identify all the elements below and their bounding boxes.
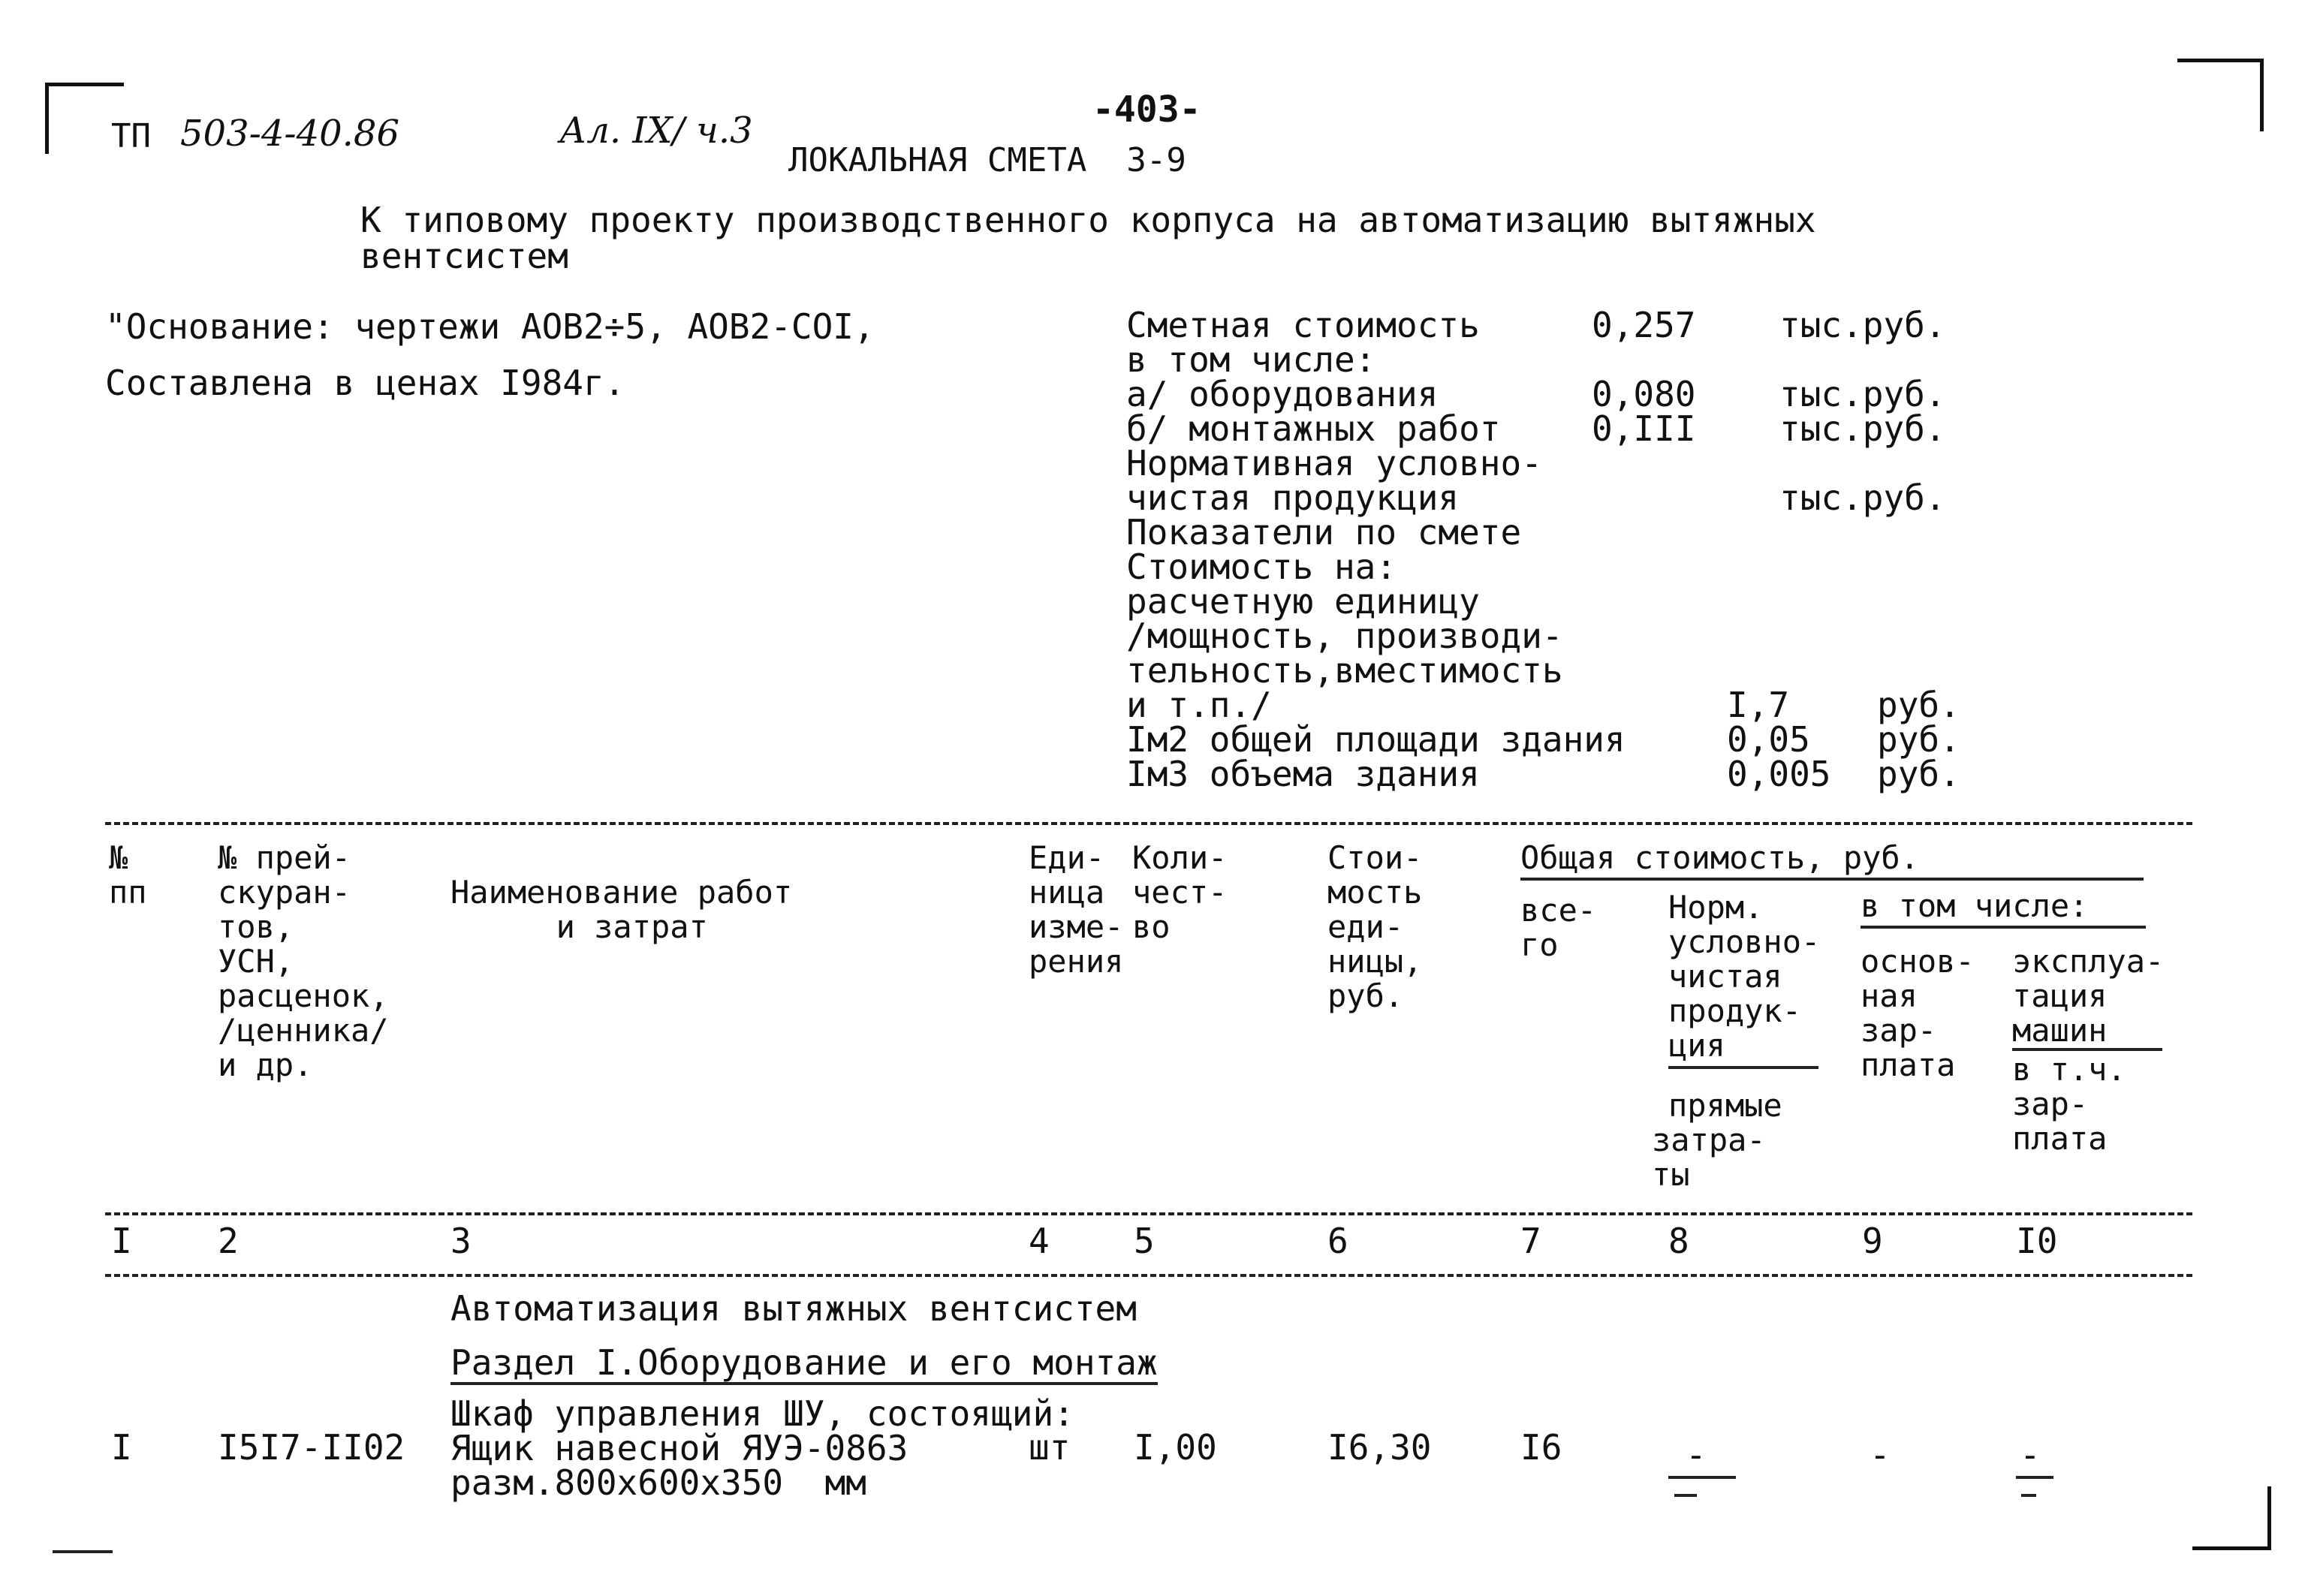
summary-block: [1126, 305, 2027, 803]
summary-value: I,7: [1727, 685, 1790, 725]
header-col8-line: ция: [1668, 1027, 1725, 1064]
header-col2-line: № прей-: [218, 839, 351, 876]
column-number: 3: [450, 1221, 472, 1261]
header-col8-line: затра-: [1652, 1122, 1766, 1158]
summary-label: расчетную единицу: [1126, 581, 1480, 622]
summary-label: в том числе:: [1126, 339, 1376, 380]
summary-unit: руб.: [1877, 719, 1960, 760]
document-subtitle-line1: К типовому проекту производственного корпуса на автоматизацию вытяжных: [360, 200, 1816, 240]
corner-mark-top-right: [2177, 59, 2264, 131]
table-header-bottom-rule: [105, 1212, 2192, 1215]
summary-value: 0,05: [1727, 719, 1810, 760]
header-col5-line: во: [1132, 908, 1171, 945]
header-col2-line: расценок,: [218, 977, 389, 1014]
header-col8-line: ты: [1652, 1156, 1690, 1193]
header-col2-line: УСН,: [218, 943, 294, 980]
summary-value: 0,257: [1592, 305, 1696, 345]
column-number: 9: [1862, 1221, 1883, 1261]
column-number: 2: [218, 1221, 239, 1261]
row-machines-dash: [2021, 1494, 2036, 1497]
section-title: Автоматизация вытяжных вентсистем: [450, 1288, 1137, 1329]
header-col6-line: еди-: [1327, 908, 1404, 945]
summary-value: 0,005: [1727, 754, 1831, 794]
summary-label: /мощность, производи-: [1126, 616, 1563, 656]
header-col2-line: скуран-: [218, 874, 351, 911]
header-col8-underline: [1668, 1066, 1818, 1069]
summary-label: Сметная стоимость: [1126, 305, 1480, 345]
row-name-line: разм.800х600х350 мм: [450, 1462, 866, 1503]
header-col6-line: мость: [1327, 874, 1423, 911]
basis-drawings: "Основание: чертежи АОВ2÷5, АОВ2-СОI,: [105, 306, 875, 347]
header-col8-line: Норм.: [1668, 889, 1764, 926]
header-col8-line: продук-: [1668, 992, 1802, 1029]
header-col6-line: Стои-: [1327, 839, 1423, 876]
header-col8-line: прямые: [1668, 1087, 1782, 1124]
row-number: I: [111, 1427, 132, 1468]
header-col7-line: все-: [1520, 892, 1597, 929]
header-col6-line: ницы,: [1327, 943, 1423, 980]
summary-unit: тыс.руб.: [1779, 477, 1946, 518]
album-reference: Ал. IX/ ч.3: [559, 110, 753, 152]
header-col10-line: в т.ч.: [2012, 1051, 2126, 1088]
header-col10-line: плата: [2012, 1120, 2108, 1157]
row-name-line: Ящик навесной ЯУЭ-0863: [450, 1428, 908, 1468]
summary-label: и т.п./: [1126, 685, 1272, 725]
summary-unit: тыс.руб.: [1779, 408, 1946, 449]
header-col4-line: рения: [1029, 943, 1124, 980]
document-title: ЛОКАЛЬНАЯ СМЕТА 3-9: [788, 141, 1186, 179]
header-col10-line: тация: [2012, 977, 2108, 1014]
row-machines: -: [2020, 1435, 2041, 1475]
summary-label: Iм2 общей площади здания: [1126, 719, 1626, 760]
column-number: I0: [2016, 1221, 2058, 1261]
column-number: I: [111, 1221, 132, 1261]
summary-value: 0,III: [1592, 408, 1696, 449]
summary-unit: руб.: [1877, 754, 1960, 794]
header-col8-line: условно-: [1668, 923, 1821, 960]
summary-label: б/ монтажных работ: [1126, 408, 1501, 449]
summary-label: Показатели по смете: [1126, 512, 1522, 553]
summary-unit: тыс.руб.: [1779, 374, 1946, 414]
header-col2-line: /ценника/: [218, 1012, 389, 1049]
header-col7-line: го: [1520, 926, 1559, 963]
doc-code-prefix: ТП: [111, 117, 151, 155]
summary-label: чистая продукция: [1126, 477, 1460, 518]
header-col3-line: и затрат: [518, 908, 708, 945]
summary-unit: тыс.руб.: [1779, 305, 1946, 345]
row-norm-dash: [1674, 1494, 1697, 1497]
summary-label: Стоимость на:: [1126, 547, 1397, 587]
column-number: 6: [1327, 1221, 1348, 1261]
row-machines-dash: [2016, 1476, 2053, 1479]
summary-label: тельность,вместимость: [1126, 650, 1563, 691]
column-number: 4: [1029, 1221, 1050, 1261]
header-col5-line: Коли-: [1132, 839, 1228, 876]
page-number: -403-: [1092, 89, 1201, 131]
row-quantity: I,00: [1134, 1427, 1217, 1468]
document-subtitle-line2: вентсистем: [360, 236, 568, 276]
section-subtitle: Раздел I.Оборудование и его монтаж: [450, 1345, 1158, 1385]
header-col5-line: чест-: [1132, 874, 1228, 911]
row-unit: шт: [1029, 1427, 1071, 1468]
header-col4-line: ница: [1029, 874, 1105, 911]
header-col1-line: пп: [109, 874, 147, 911]
header-col4-line: Еди-: [1029, 839, 1105, 876]
header-col8-line: чистая: [1668, 958, 1782, 995]
summary-label: Iм3 объема здания: [1126, 754, 1480, 794]
row-price-code: I5I7-II02: [218, 1427, 405, 1468]
corner-mark-bottom-right: [2192, 1486, 2271, 1550]
summary-label: а/ оборудования: [1126, 374, 1439, 414]
row-norm-output: -: [1686, 1435, 1707, 1475]
header-group-total: Общая стоимость, руб.: [1520, 841, 2144, 881]
summary-unit: руб.: [1877, 685, 1960, 725]
header-col9-line: плата: [1861, 1046, 1956, 1083]
summary-label: Нормативная условно-: [1126, 443, 1542, 483]
table-top-rule: [105, 822, 2192, 825]
header-col1-line: №: [109, 839, 128, 876]
header-col10-line: машин: [2012, 1012, 2108, 1049]
row-unit-cost: I6,30: [1327, 1427, 1432, 1468]
header-col2-line: и др.: [218, 1046, 313, 1083]
column-number: 8: [1668, 1221, 1689, 1261]
summary-value: 0,080: [1592, 374, 1696, 414]
row-norm-dash: [1668, 1476, 1736, 1479]
column-numbers-bottom-rule: [105, 1274, 2192, 1277]
row-total: I6: [1520, 1427, 1562, 1468]
header-col4-line: изме-: [1029, 908, 1124, 945]
header-col2-line: тов,: [218, 908, 294, 945]
corner-mark-bottom-left: [53, 1550, 113, 1553]
header-col9-line: основ-: [1861, 943, 1975, 980]
header-group-incl: в том числе:: [1861, 889, 2146, 929]
header-col9-line: зар-: [1861, 1012, 1937, 1049]
basis-prices-year: Составлена в ценах I984г.: [105, 363, 625, 403]
header-col6-line: руб.: [1327, 977, 1404, 1014]
header-col3-line: Наименование работ: [450, 874, 793, 911]
row-name-line: Шкаф управления ШУ, состоящий:: [450, 1393, 1074, 1434]
header-col10-line: зар-: [2012, 1086, 2089, 1122]
column-number: 7: [1520, 1221, 1541, 1261]
header-col10-line: эксплуа-: [2012, 943, 2165, 980]
header-col9-line: ная: [1861, 977, 1918, 1014]
row-base-salary: -: [1870, 1435, 1891, 1475]
doc-code: 503-4-40.86: [180, 113, 400, 155]
column-number: 5: [1134, 1221, 1155, 1261]
